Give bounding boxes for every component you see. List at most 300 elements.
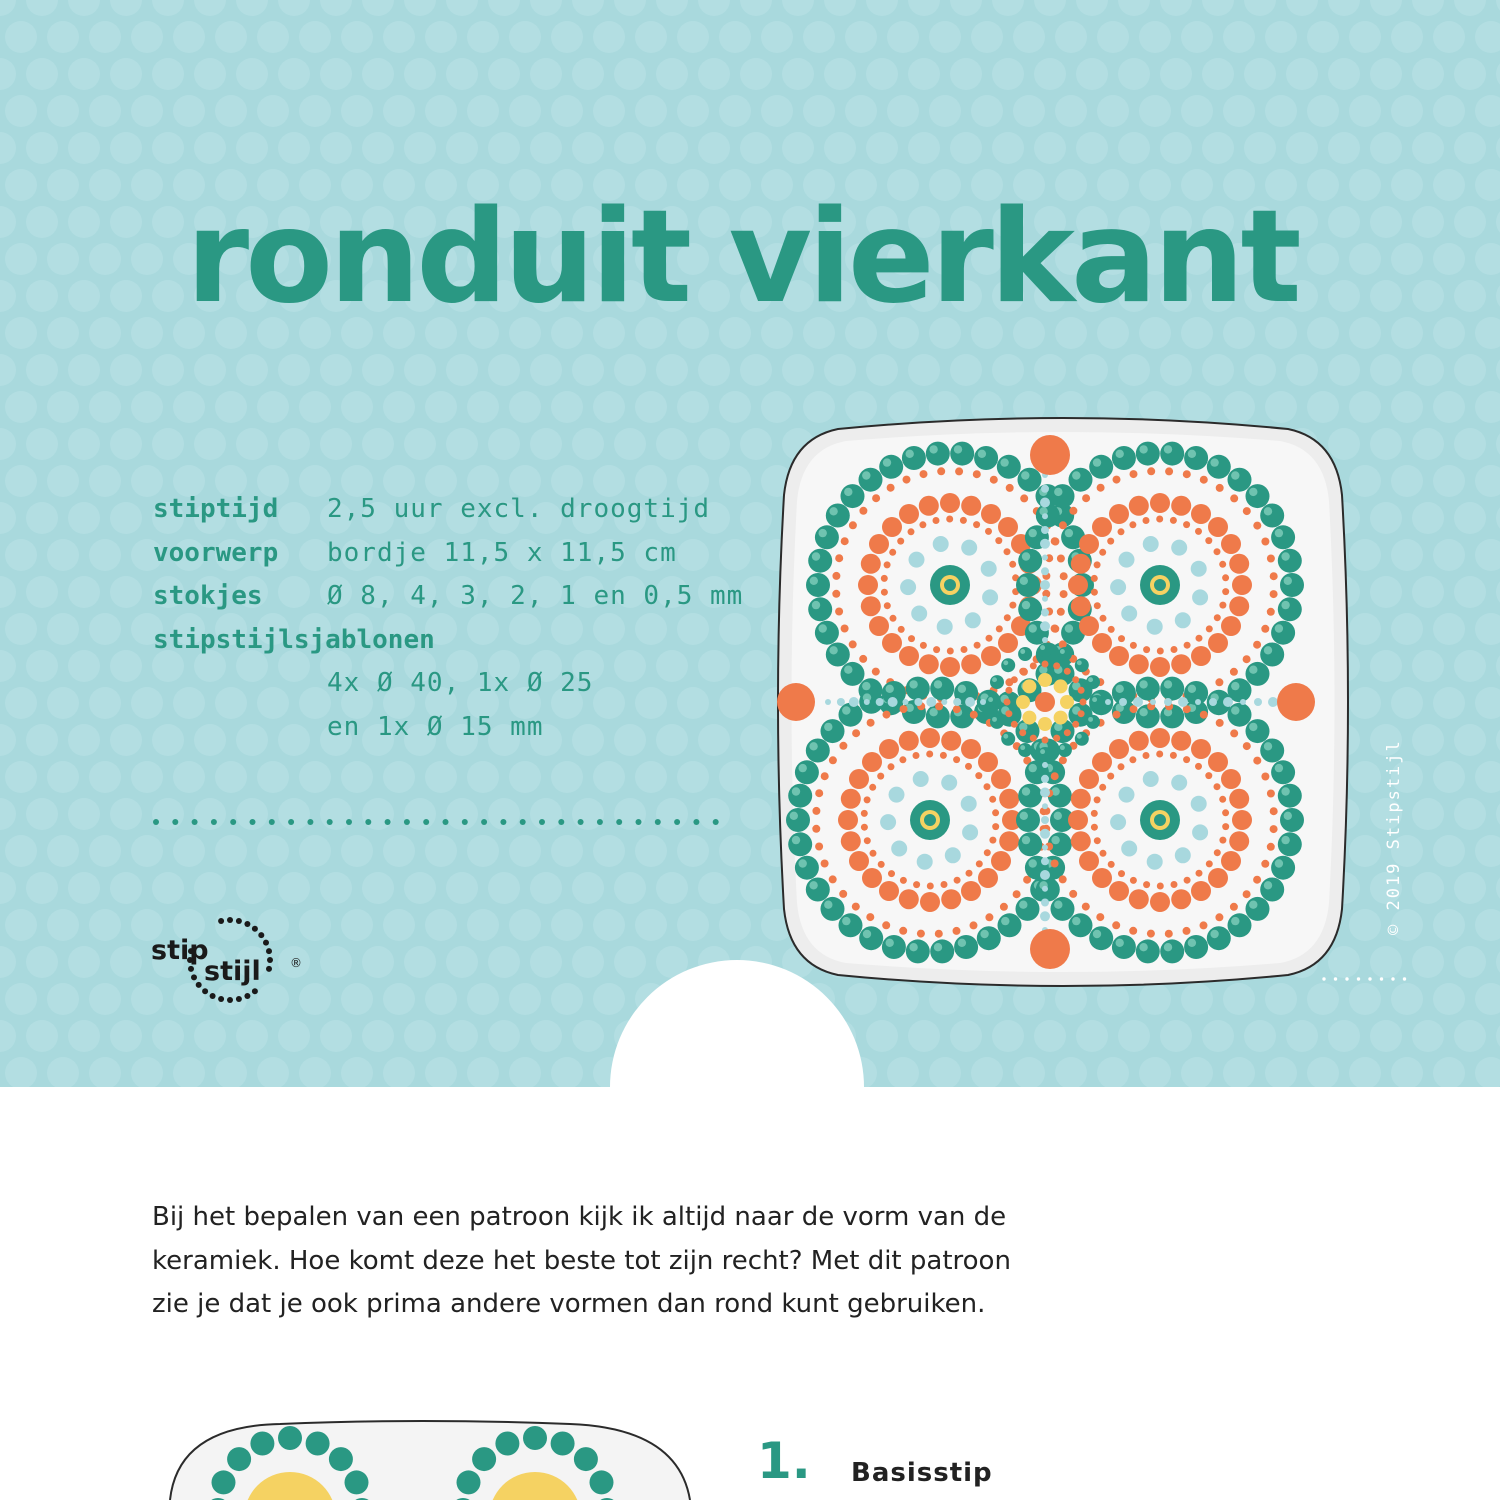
outer-teal-dot (882, 935, 906, 959)
background-dot (47, 317, 79, 349)
outer-teal-dot-highlight (790, 812, 798, 820)
outer-teal-dot (906, 939, 930, 963)
connector-dot (1042, 513, 1048, 519)
background-dot (131, 169, 163, 201)
center-ring-teal (1001, 658, 1015, 672)
background-dot (110, 58, 142, 90)
orange-accent-dot (1051, 772, 1059, 780)
divider-dot (250, 819, 256, 825)
orange-accent-dot (812, 825, 820, 833)
orange-accent-dot (1112, 921, 1120, 929)
background-dot (698, 132, 730, 164)
background-dot (1391, 983, 1423, 1015)
outer-teal-dot-highlight (1264, 507, 1272, 515)
step-teal-dot (212, 1470, 236, 1494)
background-dot (551, 95, 583, 127)
background-dot (173, 21, 205, 53)
small-orange-dot (992, 809, 999, 816)
background-dot (1433, 983, 1465, 1015)
background-dot (1223, 1057, 1255, 1087)
orange-accent-dot (1051, 537, 1059, 545)
background-dot (1454, 280, 1486, 312)
background-dot (551, 983, 583, 1015)
background-dot (26, 132, 58, 164)
background-dot (404, 946, 436, 978)
small-orange-dot (1184, 642, 1191, 649)
background-dot (1496, 576, 1500, 608)
background-dot (5, 983, 37, 1015)
small-orange-dot (1100, 615, 1107, 622)
orange-ring-dot (1129, 889, 1149, 909)
background-dot (1475, 243, 1500, 275)
connector-dot (1119, 698, 1127, 706)
orange-accent-dot (1200, 711, 1208, 719)
orange-ring-dot (1232, 810, 1252, 830)
background-dot (47, 391, 79, 423)
background-dot (383, 909, 415, 941)
small-orange-dot (1091, 589, 1098, 596)
logo-dot (266, 966, 272, 972)
small-orange-dot (1094, 561, 1101, 568)
background-dot (383, 391, 415, 423)
background-dot (1286, 1020, 1318, 1052)
small-orange-dot (908, 528, 915, 535)
background-dot (362, 946, 394, 978)
center-ring-teal (1075, 732, 1089, 746)
background-dot (1328, 354, 1360, 386)
small-divider-dot (1322, 977, 1325, 980)
small-orange-dot (1222, 823, 1229, 830)
background-dot (1475, 21, 1500, 53)
connector-dot (888, 697, 898, 707)
outer-teal-dot-highlight (1249, 488, 1257, 496)
center-ring-teal-highlight (992, 717, 997, 722)
connector-dot (825, 699, 831, 705)
small-orange-dot (1118, 528, 1125, 535)
orange-ring-dot (1079, 616, 1099, 636)
outer-teal-dot-highlight (934, 943, 942, 951)
background-dot (1244, 1020, 1276, 1052)
background-dot (530, 58, 562, 90)
outer-teal-dot-highlight (1164, 445, 1172, 453)
background-dot (1391, 613, 1423, 645)
orange-ring-dot (1221, 534, 1241, 554)
background-dot (341, 1057, 373, 1087)
background-dot (698, 428, 730, 460)
orange-ring-dot (999, 831, 1019, 851)
background-dot (215, 835, 247, 867)
orange-accent-dot (899, 927, 907, 935)
orange-accent-dot (1270, 572, 1278, 580)
background-dot (551, 835, 583, 867)
outer-teal-dot (806, 573, 830, 597)
small-orange-dot (1195, 763, 1202, 770)
background-dot (194, 428, 226, 460)
orange-ring-dot (899, 889, 919, 909)
background-dot (362, 58, 394, 90)
background-dot (971, 1057, 1003, 1087)
small-orange-dot (996, 625, 1003, 632)
background-dot (278, 428, 310, 460)
background-dot (635, 21, 667, 53)
outer-teal-dot-highlight (1188, 685, 1196, 693)
center-ring-orange (1053, 662, 1060, 669)
outer-teal-dot (1278, 832, 1302, 856)
background-dot (950, 354, 982, 386)
background-dot (614, 132, 646, 164)
background-dot (0, 58, 16, 90)
small-orange-dot (961, 646, 968, 653)
small-orange-dot (1171, 646, 1178, 653)
orange-ring-dot (998, 517, 1018, 537)
orange-ring-dot (849, 851, 869, 871)
orange-ring-dot (858, 575, 878, 595)
outer-teal-dot (841, 484, 865, 508)
orange-ring-dot (1109, 739, 1129, 759)
outer-teal-dot-highlight (958, 939, 966, 947)
center-ring-teal-highlight (992, 677, 997, 682)
background-dot (1391, 317, 1423, 349)
logo-dot (188, 966, 194, 972)
outer-teal-dot (1278, 597, 1302, 621)
orange-ring-dot (978, 868, 998, 888)
background-dot (1454, 58, 1486, 90)
orange-ring-dot (1208, 517, 1228, 537)
background-dot (614, 872, 646, 904)
background-dot (1202, 0, 1234, 16)
orange-accent-dot (1267, 608, 1275, 616)
background-dot (824, 58, 856, 90)
background-dot (0, 132, 16, 164)
background-dot (1391, 21, 1423, 53)
step-teal-dot (227, 1447, 251, 1471)
outer-teal-dot (859, 926, 883, 950)
orange-ring-dot (1092, 868, 1112, 888)
outer-teal-dot-highlight (1020, 577, 1028, 585)
outer-teal-dot (930, 677, 954, 701)
background-dot (1454, 354, 1486, 386)
background-dot (26, 872, 58, 904)
background-dot (908, 354, 940, 386)
background-dot (1097, 1057, 1129, 1087)
background-dot (0, 576, 16, 608)
center-ring-yellow (1022, 711, 1036, 725)
orange-ring-dot (1221, 769, 1241, 789)
outer-teal-dot-highlight (829, 507, 837, 515)
light-blue-dot (1110, 814, 1126, 830)
outer-teal-dot-highlight (1210, 458, 1218, 466)
background-dot (383, 835, 415, 867)
background-dot (68, 1020, 100, 1052)
background-dot (1034, 354, 1066, 386)
small-orange-dot (881, 575, 888, 582)
orange-ring-dot (1129, 654, 1149, 674)
outer-teal-dot (1112, 935, 1136, 959)
outer-teal-dot (1246, 897, 1270, 921)
outer-teal-dot (1260, 878, 1284, 902)
small-orange-dot (1091, 575, 1098, 582)
center-ring-teal (1038, 643, 1052, 657)
small-orange-dot (927, 883, 934, 890)
light-blue-dot (891, 841, 907, 857)
center-ring-teal-highlight (988, 697, 993, 702)
connector-dot (1042, 555, 1048, 561)
connector-dot (914, 698, 922, 706)
outer-teal-dot-highlight (958, 685, 966, 693)
orange-ring-dot (991, 769, 1011, 789)
background-dot (1433, 539, 1465, 571)
small-divider-dot (1357, 977, 1360, 980)
background-dot (929, 95, 961, 127)
background-dot (89, 687, 121, 719)
background-dot (0, 946, 16, 978)
background-dot (1370, 58, 1402, 90)
outer-teal-dot (808, 597, 832, 621)
background-dot (278, 354, 310, 386)
outer-teal-dot (1136, 677, 1160, 701)
background-dot (1202, 354, 1234, 386)
small-orange-dot (1118, 635, 1125, 642)
outer-teal-dot (806, 878, 830, 902)
background-dot (110, 0, 142, 16)
outer-teal-dot-highlight (1139, 445, 1147, 453)
orange-ring-dot (981, 646, 1001, 666)
divider-dot (423, 819, 429, 825)
small-orange-dot (953, 756, 960, 763)
background-dot (341, 21, 373, 53)
orange-accent-dot (917, 930, 925, 938)
background-dot (110, 1020, 142, 1052)
background-dot (1496, 58, 1500, 90)
orange-accent-dot (835, 554, 843, 562)
small-orange-dot (870, 850, 877, 857)
orange-accent-dot (1200, 921, 1208, 929)
center-ring-orange (1064, 668, 1071, 675)
orange-ring-dot (1071, 831, 1091, 851)
connector-dot (876, 698, 884, 706)
background-dot (26, 206, 58, 238)
small-orange-dot (1214, 548, 1221, 555)
background-dot (425, 983, 457, 1015)
background-dot (362, 132, 394, 164)
background-dot (131, 95, 163, 127)
background-dot (1034, 58, 1066, 90)
background-dot (698, 872, 730, 904)
light-blue-dot (1147, 854, 1163, 870)
background-dot (320, 1020, 352, 1052)
background-dot (1475, 909, 1500, 941)
outer-teal-dot-highlight (842, 917, 850, 925)
outer-teal-dot-highlight (1231, 471, 1239, 479)
background-dot (1349, 1057, 1381, 1087)
background-dot (5, 21, 37, 53)
spec-label: stokjes (153, 581, 263, 611)
outer-teal-dot-highlight (909, 680, 917, 688)
background-dot (1454, 946, 1486, 978)
background-dot (152, 428, 184, 460)
outer-teal-dot-highlight (812, 552, 820, 560)
background-dot (1391, 391, 1423, 423)
background-dot (740, 58, 772, 90)
center-ring-orange (1011, 721, 1018, 728)
background-dot (1181, 1057, 1213, 1087)
outer-teal-dot-highlight (1065, 529, 1073, 537)
outer-teal-dot (815, 621, 839, 645)
background-dot (446, 428, 478, 460)
background-dot (425, 835, 457, 867)
center-ring-orange (1078, 710, 1085, 717)
background-dot (551, 21, 583, 53)
background-dot (1160, 0, 1192, 16)
orange-ring-dot (1150, 728, 1170, 748)
orange-accent-dot (821, 772, 829, 780)
background-dot (26, 502, 58, 534)
background-dot (173, 835, 205, 867)
orange-ring-dot (879, 739, 899, 759)
connector-dot (926, 697, 936, 707)
orange-ring-dot (961, 881, 981, 901)
background-dot (1370, 502, 1402, 534)
orange-accent-dot (985, 913, 993, 921)
orange-accent-dot (1051, 625, 1059, 633)
small-orange-dot (1214, 783, 1221, 790)
outer-teal-dot (926, 442, 950, 466)
background-dot (5, 169, 37, 201)
background-dot (1307, 1057, 1339, 1087)
background-dot (26, 280, 58, 312)
center-ring-teal (1086, 715, 1100, 729)
background-dot (5, 95, 37, 127)
background-dot (1412, 1020, 1444, 1052)
step-teal-dot (472, 1447, 496, 1471)
outer-teal-dot-highlight (883, 458, 891, 466)
step-teal-dot (495, 1432, 519, 1456)
light-blue-dot (937, 619, 953, 635)
orange-accent-dot (1069, 507, 1077, 515)
background-dot (341, 761, 373, 793)
background-dot (173, 1057, 205, 1087)
outer-teal-dot-highlight (1284, 812, 1292, 820)
background-dot (719, 835, 751, 867)
background-dot (677, 391, 709, 423)
background-dot (467, 835, 499, 867)
background-dot (1496, 946, 1500, 978)
background-dot (1475, 687, 1500, 719)
spec-row-stokjes (153, 575, 743, 619)
background-dot (1475, 1057, 1500, 1087)
background-dot (0, 798, 16, 830)
background-dot (950, 0, 982, 16)
background-dot (803, 95, 835, 127)
background-dot (425, 95, 457, 127)
background-dot (1475, 539, 1500, 571)
orange-ring-dot (841, 789, 861, 809)
outer-teal-dot (821, 719, 845, 743)
outer-teal-dot-highlight (1054, 812, 1062, 820)
center-ring-orange (1005, 687, 1012, 694)
outer-teal-dot (1280, 573, 1304, 597)
step-title: Basisstip (851, 1458, 993, 1488)
orange-accent-dot (1183, 927, 1191, 935)
connector-dot (953, 698, 961, 706)
outer-teal-dot (1160, 442, 1184, 466)
orange-ring-dot (941, 731, 961, 751)
background-dot (341, 835, 373, 867)
center-ring-teal-highlight (1092, 697, 1097, 702)
outer-teal-dot-highlight (1264, 646, 1272, 654)
outer-teal-dot-highlight (1019, 901, 1027, 909)
small-orange-dot (1219, 602, 1226, 609)
background-dot (635, 95, 667, 127)
divider-dot (713, 819, 719, 825)
outer-teal-dot-highlight (1054, 488, 1062, 496)
step-teal-dot (574, 1447, 598, 1471)
orange-accent-dot (872, 494, 880, 502)
orange-ring-dot (1229, 596, 1249, 616)
background-dot (5, 539, 37, 571)
small-orange-dot (940, 752, 947, 759)
copyright-text: © 2019 Stipstijl (1384, 739, 1404, 935)
orange-accent-dot (1057, 555, 1065, 563)
light-blue-dot (1121, 841, 1137, 857)
center-ring-teal-highlight (1077, 660, 1082, 665)
connector-dot (864, 699, 870, 705)
background-dot (1370, 354, 1402, 386)
background-dot (404, 132, 436, 164)
small-orange-dot (1219, 837, 1226, 844)
small-divider-dot (1391, 977, 1394, 980)
background-dot (257, 95, 289, 127)
outer-teal-dot (1018, 832, 1042, 856)
light-blue-dot (1119, 787, 1135, 803)
outer-teal-dot (1051, 484, 1075, 508)
outer-teal-dot-highlight (1275, 624, 1283, 632)
small-orange-dot (986, 635, 993, 642)
orange-accent-dot (1253, 641, 1261, 649)
background-dot (677, 761, 709, 793)
orange-ring-dot (1171, 731, 1191, 751)
orange-accent-dot (859, 507, 867, 515)
background-dot (698, 58, 730, 90)
orange-accent-dot (1261, 860, 1269, 868)
outer-teal-dot-highlight (1065, 624, 1073, 632)
background-dot (467, 983, 499, 1015)
background-dot (278, 0, 310, 16)
background-dot (1328, 206, 1360, 238)
orange-accent-dot (1051, 860, 1059, 868)
small-orange-dot (913, 752, 920, 759)
background-dot (593, 391, 625, 423)
background-dot (656, 0, 688, 16)
small-orange-dot (965, 763, 972, 770)
step-teal-dot (278, 1426, 302, 1450)
background-dot (68, 354, 100, 386)
center-ring-orange (1005, 710, 1012, 717)
logo-dot (191, 974, 197, 980)
small-orange-dot (884, 561, 891, 568)
small-orange-dot (1004, 614, 1011, 621)
orange-accent-dot (1059, 875, 1067, 883)
background-dot (1244, 132, 1276, 164)
connector-dot (941, 699, 947, 705)
outer-teal-dot (1207, 926, 1231, 950)
background-dot (26, 428, 58, 460)
background-dot (320, 428, 352, 460)
background-dot (467, 909, 499, 941)
background-dot (1391, 169, 1423, 201)
background-dot (26, 354, 58, 386)
small-orange-dot (861, 810, 868, 817)
